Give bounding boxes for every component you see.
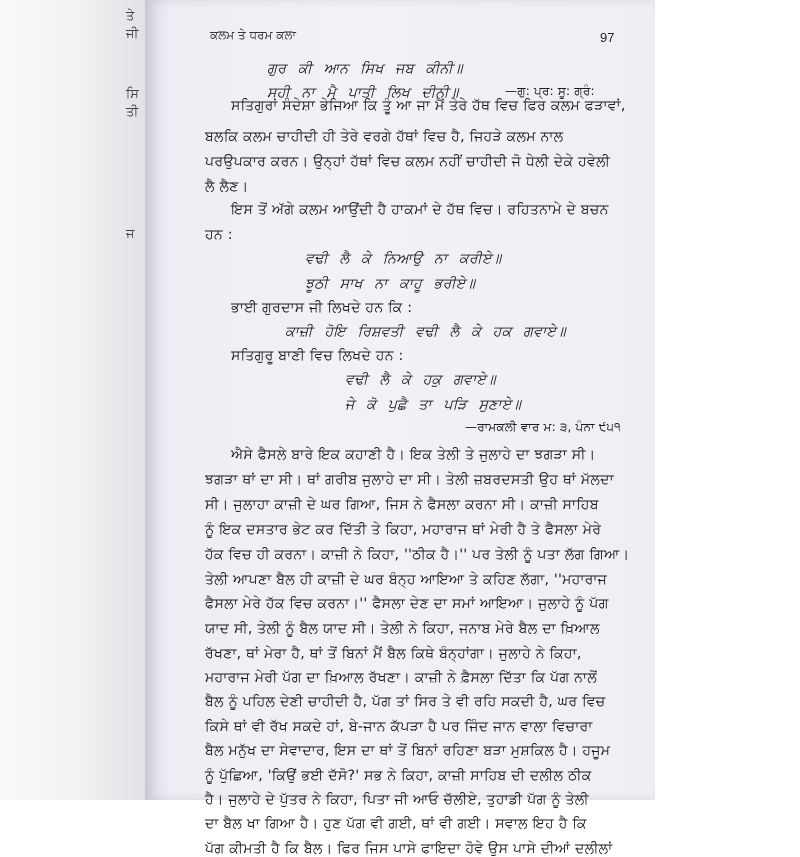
verse-attribution: —ਰਾਮਕਲੀ ਵਾਰ ਮ: ੩, ਪੰਨਾ ੯੫੧ (465, 420, 621, 434)
verse-line: ਵਢੀ ਲੈ ਕੇ ਹਕੁ ਗਵਾਏ॥ (345, 372, 496, 388)
text-line: ਦਾ ਬੈਲ ਖਾ ਗਿਆ ਹੈ। ਹੁਣ ਪੱਗ ਵੀ ਗਈ, ਥਾਂ ਵੀ ਗਈ। ਸਵਾਲ ਇਹ ਹੈ ਕਿ (205, 816, 587, 832)
text-line: ਲੈ ਲੈਣ। (205, 179, 249, 195)
verse-line: ਕਾਜ਼ੀ ਹੋਇ ਰਿਸ਼ਵਤੀ ਵਢੀ ਲੈ ਕੇ ਹਕ ਗਵਾਏ॥ (285, 324, 566, 340)
text-line: ਮਹਾਰਾਜ ਮੇਰੀ ਪੱਗ ਦਾ ਖ਼ਿਆਲ ਰੱਖਣਾ। ਕਾਜ਼ੀ ਨੇ ਫ਼ੈਸਲਾ ਦਿੱਤਾ ਕਿ ਪੱਗ ਨਾਲੋਂ (205, 670, 598, 686)
page-number: 97 (600, 30, 615, 45)
text-line: ਨੂੰ ਇਕ ਦਸਤਾਰ ਭੇਟ ਕਰ ਦਿੱਤੀ ਤੇ ਕਿਹਾ, ਮਹਾਰਾਜ ਥਾਂ ਮੇਰੀ ਹੈ ਤੇ ਫੈਸਲਾ ਮੇਰੇ (205, 522, 602, 538)
text-line: ਨੂੰ ਪੁੱਛਿਆ, 'ਕਿਉਂ ਭਈ ਦੱਸੋ?' ਸਭ ਨੇ ਕਿਹਾ, ਕਾਜ਼ੀ ਸਾਹਿਬ ਦੀ ਦਲੀਲ ਠੀਕ (205, 768, 592, 784)
book-page (145, 0, 655, 857)
text-line: ਝਗੜਾ ਥਾਂ ਦਾ ਸੀ। ਥਾਂ ਗਰੀਬ ਜੁਲਾਹੇ ਦਾ ਸੀ। ਤੇਲੀ ਜ਼ਬਰਦਸਤੀ ਉਹ ਥਾਂ ਮੱਲਦਾ (205, 472, 614, 488)
verse-line: ਸਹੀ ਨਾ ਮੈ ਪਾਤੀ ਲਿਖ ਦੀਨੀ॥ (267, 85, 459, 101)
background-margin (655, 0, 800, 800)
text-line: ਸਤਿਗੁਰੂ ਬਾਣੀ ਵਿਚ ਲਿਖਦੇ ਹਨ : (231, 348, 404, 364)
text-line: ਬੈਲ ਨੂੰ ਪਹਿਲ ਦੇਣੀ ਚਾਹੀਦੀ ਹੈ, ਪੱਗ ਤਾਂ ਸਿਰ ਤੇ ਵੀ ਰਹਿ ਸਕਦੀ ਹੈ, ਘਰ ਵਿਚ (205, 694, 606, 710)
text-line: ਹੱਕ ਵਿਚ ਹੀ ਕਰਨਾ। ਕਾਜ਼ੀ ਨੇ ਕਿਹਾ, ''ਠੀਕ ਹੈ।'' ਪਰ ਤੇਲੀ ਨੂੰ ਪਤਾ ਲੱਗ ਗਿਆ। (205, 547, 630, 563)
text-line: ਤੇਲੀ ਆਪਣਾ ਬੈਲ ਹੀ ਕਾਜ਼ੀ ਦੇ ਘਰ ਬੰਨ੍ਹ ਆਇਆ ਤੇ ਕਹਿਣ ਲੱਗਾ, ''ਮਹਾਰਾਜ (205, 572, 608, 588)
text-line: ਯਾਦ ਸੀ, ਤੇਲੀ ਨੂੰ ਬੈਲ ਯਾਦ ਸੀ। ਤੇਲੀ ਨੇ ਕਿਹਾ, ਜਨਾਬ ਮੇਰੇ ਬੈਲ ਦਾ ਖ਼ਿਆਲ (205, 621, 600, 637)
text-line: ਇਸ ਤੋਂ ਅੱਗੇ ਕਲਮ ਆਉਂਦੀ ਹੈ ਹਾਕਮਾਂ ਦੇ ਹੱਥ ਵਿਚ। ਰਹਿਤਨਾਮੇ ਦੇ ਬਚਨ (231, 202, 609, 218)
facing-page-fragment: ਤੇ (126, 9, 135, 24)
page-header (145, 28, 655, 48)
text-line: ਬਲਕਿ ਕਲਮ ਚਾਹੀਦੀ ਹੀ ਤੇਰੇ ਵਰਗੇ ਹੱਥਾਂ ਵਿਚ ਹੈ, ਜਿਹੜੇ ਕਲਮ ਨਾਲ (205, 129, 564, 145)
verse-attribution: —ਗੁ: ਪ੍ਰ: ਸੂ: ਗ੍ਰੰ: (505, 84, 595, 98)
text-line: ਭਾਈ ਗੁਰਦਾਸ ਜੀ ਲਿਖਦੇ ਹਨ ਕਿ : (231, 300, 413, 316)
verse-line: ਝੂਠੀ ਸਾਖ ਨਾ ਕਾਹੂ ਭਰੀਏ॥ (305, 276, 476, 292)
text-line: ਰੱਖਣਾ, ਥਾਂ ਮੇਰਾ ਹੈ, ਥਾਂ ਤੋਂ ਬਿਨਾਂ ਮੈਂ ਬੈਲ ਕਿਥੇ ਬੰਨ੍ਹਾਂਗਾ। ਜੁਲਾਹੇ ਨੇ ਕਿਹਾ, (205, 646, 582, 662)
text-line: ਹਨ : (205, 227, 233, 243)
text-line: ਕਿਸੇ ਥਾਂ ਵੀ ਰੱਖ ਸਕਦੇ ਹਾਂ, ਬੇ-ਜਾਨ ਕੱਪੜਾ ਹੈ ਪਰ ਜਿੰਦ ਜਾਨ ਵਾਲਾ ਵਿਚਾਰਾ (205, 719, 593, 735)
facing-page-fragment: ਜੀ (126, 27, 139, 42)
text-line: ਪੱਗ ਕੀਮਤੀ ਹੈ ਕਿ ਬੈਲ। ਫਿਰ ਜਿਸ ਪਾਸੇ ਫਾਇਦਾ ਹੋਵੇ ਉਸ ਪਾਸੇ ਦੀਆਂ ਦਲੀਲਾਂ (205, 841, 613, 857)
verse-line: ਜੇ ਕੋ ਪੁਛੈ ਤਾ ਪੜਿ ਸੁਣਾਏ॥ (345, 397, 522, 413)
verse-line: ਗੁਰ ਕੀ ਆਨ ਸਿਖ ਜਬ ਕੀਨੀ॥ (267, 61, 463, 77)
text-line: ਐਸੇ ਫੈਸਲੇ ਬਾਰੇ ਇਕ ਕਹਾਣੀ ਹੈ। ਇਕ ਤੇਲੀ ਤੇ ਜੁਲਾਹੇ ਦਾ ਝਗੜਾ ਸੀ। (231, 447, 596, 463)
running-head: ਕਲਮ ਤੇ ਧਰਮ ਕਲਾ (210, 28, 296, 42)
text-line: ਹੈ। ਜੁਲਾਹੇ ਦੇ ਪੁੱਤਰ ਨੇ ਕਿਹਾ, ਪਿਤਾ ਜੀ ਆਓ ਚੱਲੀਏ, ਤੁਹਾਡੀ ਪੱਗ ਨੂੰ ਤੇਲੀ (205, 792, 589, 808)
facing-page-fragment: ਤੀ (126, 105, 139, 120)
text-line: ਬੈਲ ਮਨੁੱਖ ਦਾ ਸੇਵਾਦਾਰ, ਇਸ ਦਾ ਥਾਂ ਤੋਂ ਬਿਨਾਂ ਰਹਿਣਾ ਬੜਾ ਮੁਸ਼ਕਿਲ ਹੈ। ਹਜੂਮ (205, 743, 611, 759)
verse-line: ਵਢੀ ਲੈ ਕੇ ਨਿਆਉ ਨਾ ਕਰੀਏ॥ (305, 251, 502, 267)
text-line: ਫੈਸਲਾ ਮੇਰੇ ਹੱਕ ਵਿਚ ਕਰਨਾ।'' ਫੈਸਲਾ ਦੇਣ ਦਾ ਸਮਾਂ ਆਇਆ। ਜੁਲਾਹੇ ਨੂੰ ਪੱਗ (205, 596, 609, 612)
facing-page-fragment: ਜ (126, 227, 135, 242)
facing-page-fragment: ਸਿ (126, 87, 139, 102)
text-line: ਪਰਉਪਕਾਰ ਕਰਨ। ਉਨ੍ਹਾਂ ਹੱਥਾਂ ਵਿਚ ਕਲਮ ਨਹੀਂ ਚਾਹੀਦੀ ਜੋ ਧੇਲੀ ਦੇਕੇ ਹਵੇਲੀ (205, 154, 611, 170)
text-line: ਸੀ। ਜੁਲਾਹਾ ਕਾਜ਼ੀ ਦੇ ਘਰ ਗਿਆ, ਜਿਸ ਨੇ ਫੈਸਲਾ ਕਰਨਾ ਸੀ। ਕਾਜ਼ੀ ਸਾਹਿਬ (205, 497, 599, 513)
text-line: ਸਤਿਗੁਰਾਂ ਸੰਦੇਸ਼ਾ ਭੇਜਿਆ ਕਿ ਤੂੰ ਆ ਜਾ ਮੈਂ ਤੇਰੇ ਹੱਥ ਵਿਚ ਫਿਰ ਕਲਮ ਫੜਾਵਾਂ, (231, 98, 626, 114)
facing-page-edge (0, 0, 145, 800)
